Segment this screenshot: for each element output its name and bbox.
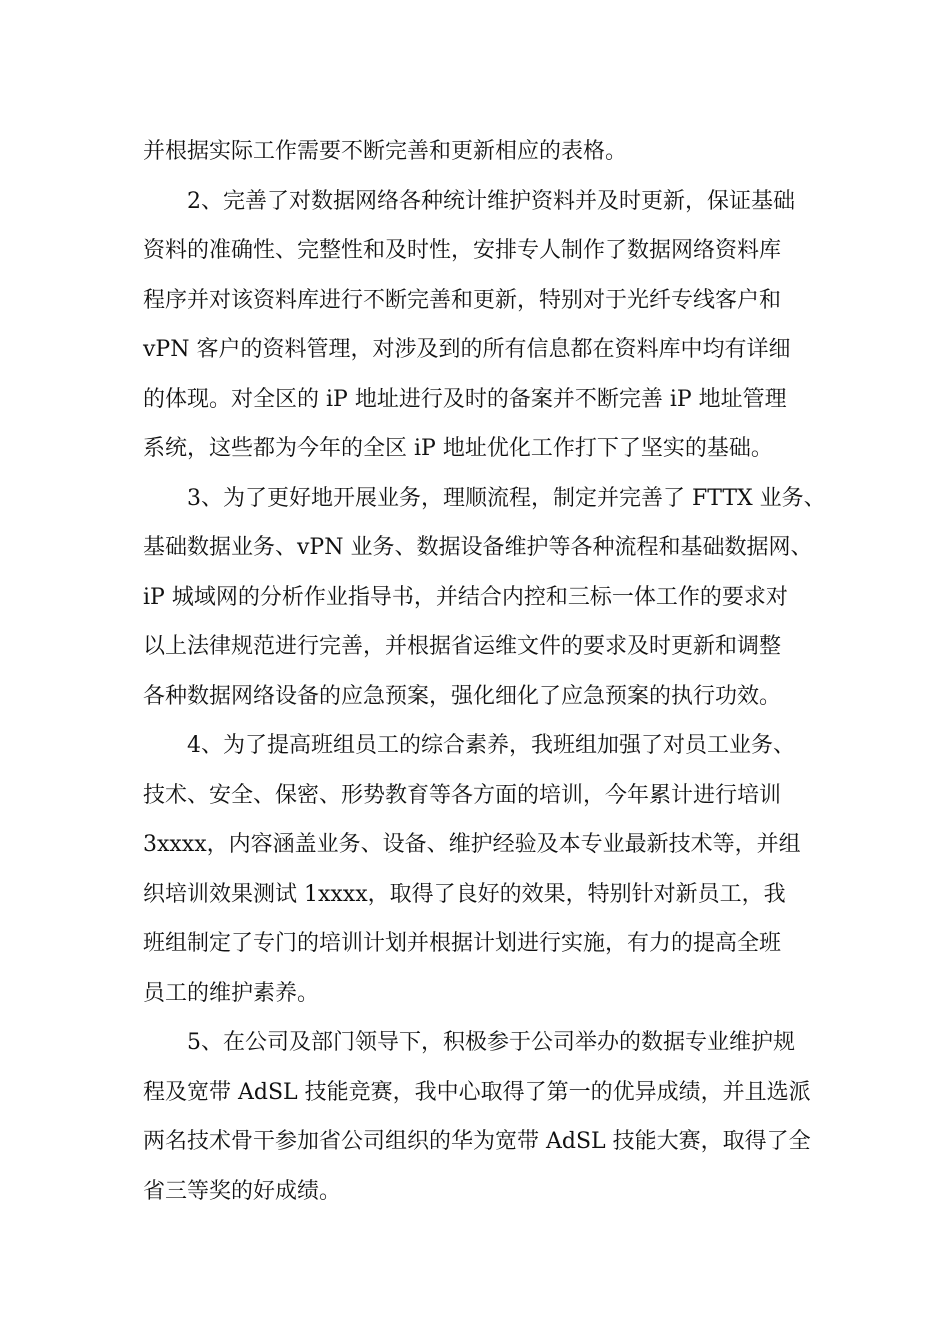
paragraph-5-start: 5、在公司及部门领导下，积极参于公司举办的数据专业维护规 (187, 1030, 795, 1055)
text-line: 的体现。对全区的 iP 地址进行及时的备案并不断完善 iP 地址管理 (143, 386, 787, 412)
text-line: 资料的准确性、完整性和及时性，安排专人制作了数据网络资料库 (143, 238, 782, 263)
paragraph-2-start: 2、完善了对数据网络各种统计维护资料并及时更新，保证基础 (187, 188, 795, 214)
paragraph-3-start: 3、为了更好地开展业务，理顺流程，制定并完善了 FTTX 业务、 (187, 485, 826, 511)
text-line: 并根据实际工作需要不断完善和更新相应的表格。 (143, 139, 628, 164)
text-line: 程及宽带 AdSL 技能竞赛，我中心取得了第一的优异成绩，并且选派 (143, 1079, 811, 1105)
paragraph-4-start: 4、为了提高班组员工的综合素养，我班组加强了对员工业务、 (187, 733, 795, 758)
text-line: 以上法律规范进行完善，并根据省运维文件的要求及时更新和调整 (143, 634, 782, 659)
text-line: iP 城域网的分析作业指导书，并结合内控和三标一体工作的要求对 (143, 584, 788, 610)
text-line: vPN 客户的资料管理，对涉及到的所有信息都在资料库中均有详细 (143, 337, 791, 362)
text-line: 程序并对该资料库进行不断完善和更新，特别对于光纤专线客户和 (143, 287, 782, 313)
text-line: 省三等奖的好成绩。 (143, 1178, 342, 1204)
text-line: 两名技术骨干参加省公司组织的华为宽带 AdSL 技能大赛，取得了全 (143, 1129, 811, 1154)
text-line: 员工的维护素养。 (143, 980, 320, 1006)
text-line: 班组制定了专门的培训计划并根据计划进行实施，有力的提高全班 (143, 931, 782, 956)
text-line: 各种数据网络设备的应急预案，强化细化了应急预案的执行功效。 (143, 683, 782, 709)
text-line: 基础数据业务、vPN 业务、数据设备维护等各种流程和基础数据网、 (143, 535, 813, 560)
text-line: 3xxxx，内容涵盖业务、设备、维护经验及本专业最新技术等，并组 (143, 832, 801, 857)
document-body (143, 127, 833, 1216)
text-line: 技术、安全、保密、形势教育等各方面的培训，今年累计进行培训 (143, 782, 782, 808)
text-line: 系统，这些都为今年的全区 iP 地址优化工作打下了坚实的基础。 (143, 436, 773, 461)
text-line: 织培训效果测试 1xxxx，取得了良好的效果，特别针对新员工，我 (143, 881, 786, 907)
